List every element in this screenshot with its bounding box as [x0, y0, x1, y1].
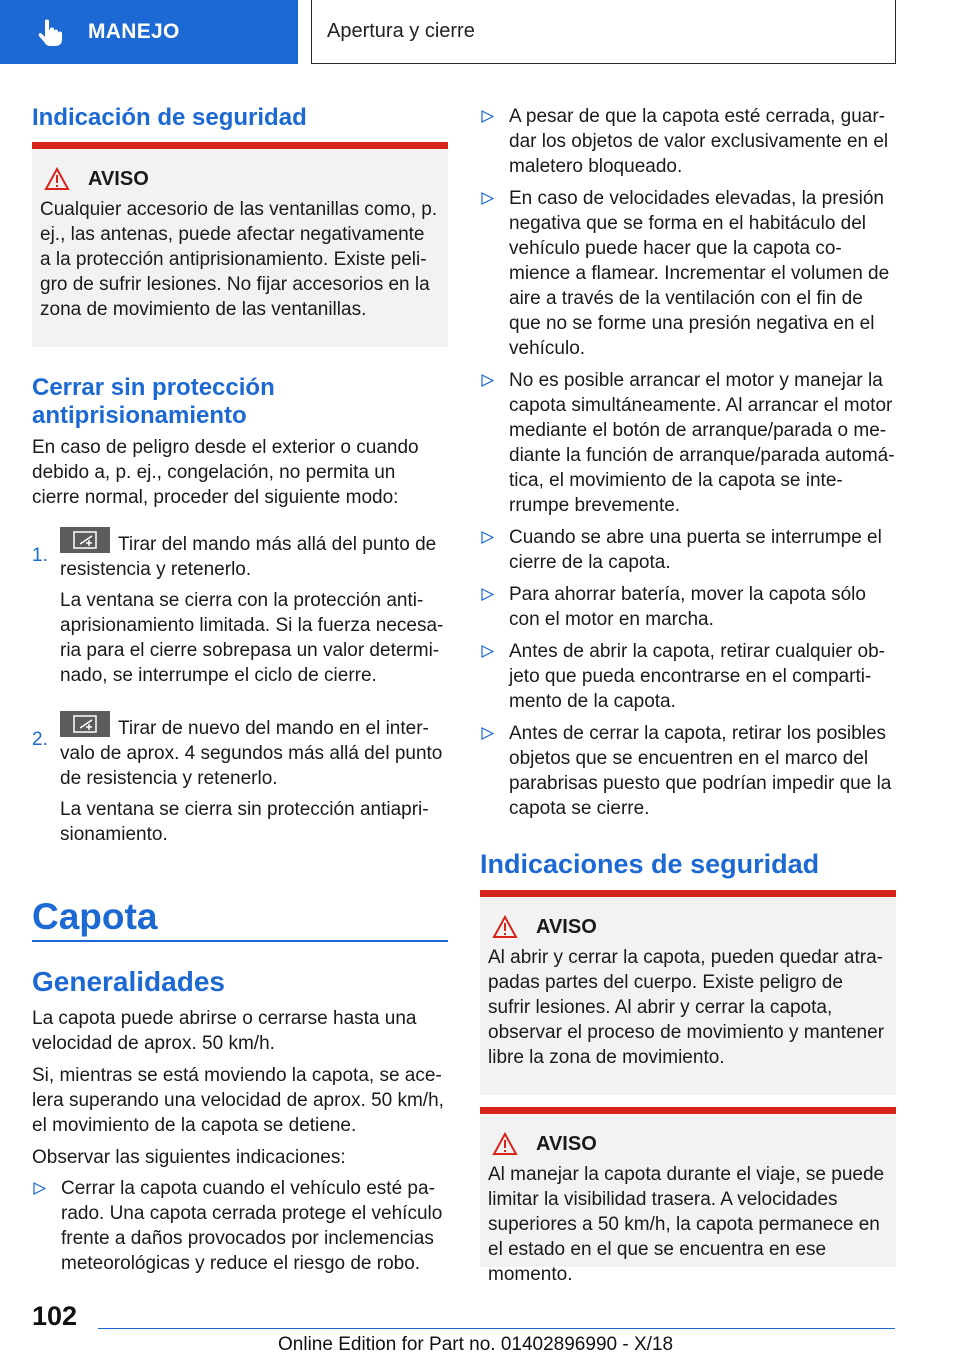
- warning-box-1: [32, 142, 448, 347]
- paragraph-gen-2: Si, mientras se está moviendo la capota, se acelera superando una velocidad de aprox. 50 km/h, el movimiento de la capota se detiene.: [32, 1065, 444, 1136]
- list-item: Cuando se abre una puerta se interrumpe el cierre de la capota.: [480, 525, 896, 575]
- warning-text-1: Cualquier accesorio de las ventanillas como, p. ej., las antenas, puede afectar negativamente a la protección antiprisionamiento. Existe peligro de sufrir lesiones. No fijar accesorios en la zona de movimiento de las ventanillas.: [40, 199, 438, 320]
- bullet-triangle-icon: [481, 727, 494, 740]
- heading-generalidades: Generalidades: [32, 966, 225, 997]
- warning-title-3: AVISO: [488, 1132, 886, 1156]
- bullet-triangle-icon: [481, 588, 494, 601]
- step-2-detail: La ventana se cierra sin protección antiaprisionamiento.: [60, 799, 429, 845]
- step-1-text: Tirar del mando más allá del punto de resistencia y retenerlo.: [60, 534, 437, 580]
- window-switch-icon: [60, 711, 110, 737]
- warning-title-1: AVISO: [40, 167, 438, 191]
- bullet-list-left: [32, 1176, 448, 1283]
- heading-close-without-protection: Cerrar sin protección antiprisionamiento: [32, 374, 275, 429]
- list-item: En caso de velocidades elevadas, la presión negativa que se forma en el habitáculo del vehículo puede hacer que la capota comience a flamear. Incrementar el volumen de aire a través de la ventilación con el fin de que no se forme una presión negativa en el vehículo.: [480, 186, 896, 361]
- page-number: 102: [32, 1301, 78, 1331]
- paragraph-gen-1: La capota puede abrirse o cerrarse hasta una velocidad de aprox. 50 km/h.: [32, 1008, 417, 1054]
- step-1: [32, 527, 448, 688]
- chapter-title: Apertura y cierre: [327, 20, 475, 42]
- heading-safety-notes: Indicaciones de seguridad: [480, 849, 820, 879]
- step-2-text: Tirar de nuevo del mando en el intervalo de aprox. 4 segundos más allá del punto de resistencia y retenerlo.: [60, 718, 443, 789]
- heading-safety-note: Indicación de seguridad: [32, 104, 307, 131]
- warning-title-2: AVISO: [488, 915, 886, 939]
- footer-rule: [98, 1328, 895, 1329]
- footer-edition: Online Edition for Part no. 01402896990 - X/18: [278, 1334, 674, 1355]
- heading-rule: [32, 940, 448, 942]
- hand-icon: [36, 17, 66, 47]
- warning-text-3: Al manejar la capota durante el viaje, se puede limitar la visibilidad trasera. A velocidades superiores a 50 km/h, la capota permanece en el estado en el que se encuentra en ese momento.: [488, 1164, 885, 1285]
- step-1-detail: La ventana se cierra con la protección antiaprisionamiento limitada. Si la fuerza necesaria para el cierre sobrepasa un valor determinado, se interrumpe el ciclo de cierre.: [60, 590, 444, 686]
- section-label: MANEJO: [88, 20, 180, 43]
- list-item: No es posible arrancar el motor y manejar la capota simultáneamente. Al arrancar el motor mediante el botón de arranque/parada o mediante la función de arranque/parada automática, el movimiento de la capota se interrumpe brevemente.: [480, 368, 896, 518]
- window-switch-icon: [60, 527, 110, 553]
- section-tab[interactable]: [0, 0, 298, 64]
- list-item: Antes de abrir la capota, retirar cualquier objeto que pueda encontrarse en el compartimento de la capota.: [480, 639, 896, 714]
- paragraph-close-intro: En caso de peligro desde el exterior o cuando debido a, p. ej., congelación, no permita un cierre normal, proceder del siguiente modo:: [32, 437, 419, 508]
- paragraph-gen-3: Observar las siguientes indicaciones:: [32, 1147, 346, 1168]
- list-item: A pesar de que la capota esté cerrada, guardar los objetos de valor exclusivamente en el maletero bloqueado.: [480, 104, 896, 179]
- bullet-triangle-icon: [481, 531, 494, 544]
- warning-text-2: Al abrir y cerrar la capota, pueden quedar atrapadas partes del cuerpo. Existe peligro de sufrir lesiones. Al abrir y cerrar la capota, observar el proceso de movimiento y mantener libre la zona de movimiento.: [488, 947, 885, 1068]
- warning-box-2: [480, 890, 896, 1095]
- list-item: Para ahorrar batería, mover la capota sólo con el motor en marcha.: [480, 582, 896, 632]
- bullet-list-right: [480, 104, 896, 828]
- step-2: [32, 711, 448, 847]
- heading-capota: Capota: [32, 896, 158, 937]
- bullet-triangle-icon: [481, 192, 494, 205]
- warning-triangle-icon: [492, 915, 518, 939]
- bullet-triangle-icon: [33, 1182, 46, 1195]
- step-number-1: 1.: [32, 545, 48, 566]
- warning-triangle-icon: [44, 167, 70, 191]
- list-item: Cerrar la capota cuando el vehículo esté parado. Una capota cerrada protege el vehículo frente a daños provocados por inclemencias meteorológicas y reduce el riesgo de robo.: [32, 1176, 448, 1276]
- bullet-triangle-icon: [481, 110, 494, 123]
- warning-triangle-icon: [492, 1132, 518, 1156]
- step-number-2: 2.: [32, 729, 48, 750]
- list-item: Antes de cerrar la capota, retirar los posibles objetos que se encuentren en el marco del parabrisas puesto que podrían impedir que la capota se cierre.: [480, 721, 896, 821]
- bullet-triangle-icon: [481, 645, 494, 658]
- warning-box-3: [480, 1107, 896, 1285]
- bullet-triangle-icon: [481, 374, 494, 387]
- chapter-header: [311, 0, 896, 64]
